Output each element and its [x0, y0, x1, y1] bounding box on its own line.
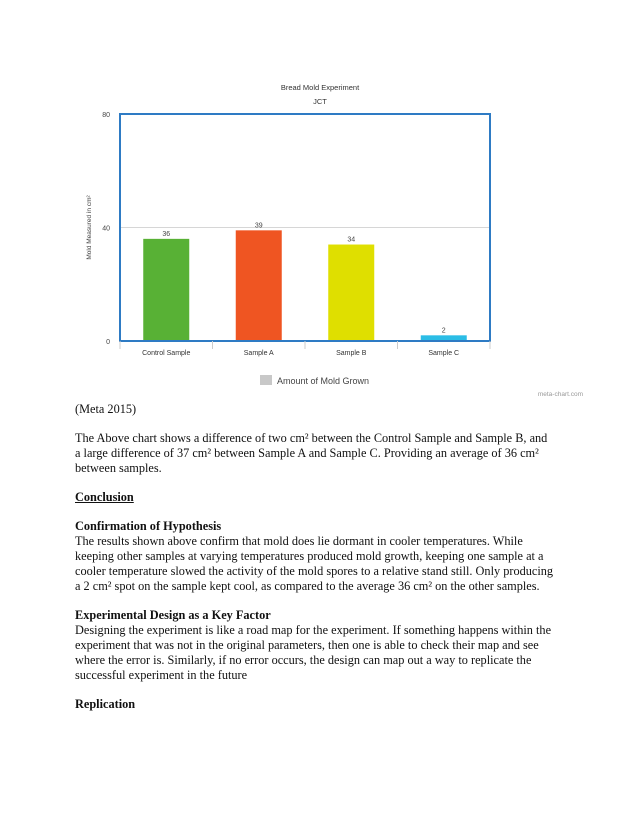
chart-summary-paragraph	[75, 431, 575, 476]
y-tick-label: 0	[106, 339, 110, 346]
chart-svg	[78, 78, 598, 400]
design-paragraph	[75, 623, 575, 683]
y-tick-label: 40	[102, 225, 110, 233]
replication-heading: Replication	[75, 697, 136, 711]
design-heading: Experimental Design as a Key Factor	[75, 608, 271, 622]
y-axis-label: Mold Measured in cm²	[86, 195, 93, 260]
citation: (Meta 2015)	[75, 402, 137, 416]
paragraph-line: between samples.	[75, 461, 162, 475]
paragraph-line: a large difference of 37 cm² between Sample A and Sample C. Providing an average of 36 cm²	[75, 446, 539, 460]
conclusion-heading: Conclusion	[75, 490, 134, 504]
chart-subtitle: JCT	[313, 97, 327, 106]
legend-label: Amount of Mold Grown	[277, 376, 370, 386]
bar-data-label: 2	[441, 327, 446, 335]
chart-source: meta-chart.com	[537, 391, 583, 398]
paragraph-line: where the error is. Similarly, if no error occurs, the design can map out a way to replicate the	[75, 653, 532, 667]
legend-swatch	[260, 375, 272, 385]
x-tick-label: Sample A	[243, 350, 274, 357]
paragraph-line: cooler temperature slowed the activity of the mold spores to a relative stand still. Only producing	[75, 564, 554, 578]
bar-data-label: 39	[254, 222, 263, 230]
paragraph-line: a 2 cm² spot on the sample kept cool, as compared to the average 36 cm² on the other samples.	[75, 579, 540, 593]
y-tick-label: 80	[102, 112, 110, 119]
paragraph-line: experiment that was not in the original parameters, then one is able to check their map and see	[75, 638, 539, 652]
x-tick-label: Sample C	[428, 350, 460, 357]
x-tick-label: Control Sample	[142, 350, 191, 357]
bar	[236, 230, 282, 341]
chart-title: Bread Mold Experiment	[280, 83, 360, 92]
bar-chart	[78, 78, 598, 400]
bar-data-label: 36	[162, 230, 171, 238]
hypothesis-paragraph	[75, 534, 575, 594]
bar	[328, 245, 374, 341]
paragraph-line: successful experiment in the future	[75, 668, 248, 682]
x-tick-label: Sample B	[336, 350, 367, 357]
paragraph-line: The results shown above confirm that mold does lie dormant in cooler temperatures. While	[75, 534, 523, 548]
paragraph-line: The Above chart shows a difference of two cm² between the Control Sample and Sample B, and	[75, 431, 548, 445]
paragraph-line: Designing the experiment is like a road map for the experiment. If something happens within the	[75, 623, 552, 637]
bar	[143, 239, 189, 341]
bar-data-label: 34	[347, 236, 356, 244]
hypothesis-heading: Confirmation of Hypothesis	[75, 519, 222, 533]
paragraph-line: keeping other samples at varying temperatures produced mold growth, keeping one sample at a	[75, 549, 544, 563]
document-body	[75, 402, 575, 712]
